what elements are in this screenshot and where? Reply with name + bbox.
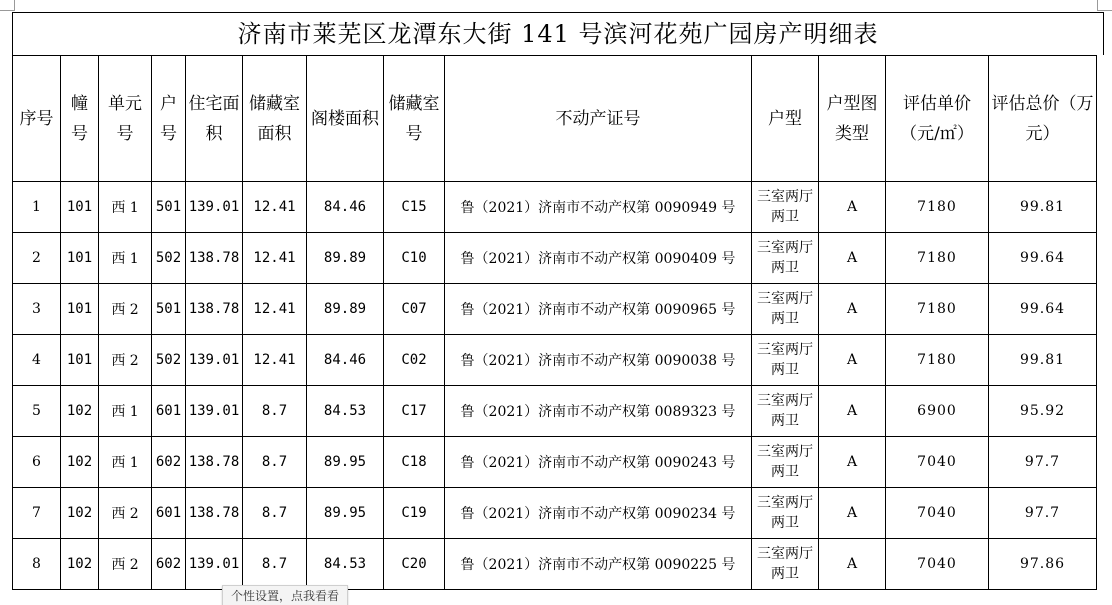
cell-unit-price: 7040 — [886, 488, 989, 539]
cell-layout: 三室两厅两卫 — [752, 284, 819, 335]
cell-total-price: 97.86 — [989, 539, 1097, 590]
personalize-tooltip[interactable]: 个性设置，点我看看 — [222, 585, 348, 605]
cell-total-price: 99.64 — [989, 233, 1097, 284]
cell-layout: 三室两厅两卫 — [752, 233, 819, 284]
cell-storage-no: C02 — [384, 335, 445, 386]
cell-layout: 三室两厅两卫 — [752, 182, 819, 233]
page-corner-mark — [0, 0, 15, 11]
cell-unit-price: 7180 — [886, 233, 989, 284]
cell-attic-area: 89.89 — [307, 233, 384, 284]
cell-layout: 三室两厅两卫 — [752, 539, 819, 590]
table-row — [13, 386, 1097, 437]
cell-storage-no: C17 — [384, 386, 445, 437]
cell-room: 601 — [152, 386, 186, 437]
cell-area: 139.01 — [186, 182, 243, 233]
cell-area: 139.01 — [186, 539, 243, 590]
cell-storage-no: C19 — [384, 488, 445, 539]
cell-unit-price: 7180 — [886, 182, 989, 233]
cell-plan-type: A — [819, 335, 886, 386]
table-title: 济南市莱芜区龙潭东大街 141 号滨河花苑广园房产明细表 — [12, 12, 1104, 55]
cell-total-price: 99.81 — [989, 335, 1097, 386]
cell-unit: 西 1 — [99, 233, 152, 284]
cell-building: 102 — [61, 488, 99, 539]
page-corner-mark — [1097, 0, 1112, 11]
cell-unit: 西 2 — [99, 488, 152, 539]
cell-seq: 3 — [13, 284, 61, 335]
cell-layout: 三室两厅两卫 — [752, 335, 819, 386]
cell-attic-area: 84.46 — [307, 335, 384, 386]
cell-attic-area: 84.53 — [307, 539, 384, 590]
table-row — [13, 284, 1097, 335]
header-storage-area: 储藏室面积 — [243, 56, 307, 182]
cell-area: 139.01 — [186, 386, 243, 437]
cell-seq: 2 — [13, 233, 61, 284]
cell-room: 602 — [152, 437, 186, 488]
cell-cert: 鲁（2021）济南市不动产权第 0090243 号 — [445, 437, 752, 488]
table-row — [13, 539, 1097, 590]
cell-unit: 西 2 — [99, 539, 152, 590]
cell-area: 138.78 — [186, 233, 243, 284]
cell-total-price: 97.7 — [989, 488, 1097, 539]
cell-total-price: 95.92 — [989, 386, 1097, 437]
cell-plan-type: A — [819, 182, 886, 233]
cell-cert: 鲁（2021）济南市不动产权第 0090038 号 — [445, 335, 752, 386]
cell-cert: 鲁（2021）济南市不动产权第 0089323 号 — [445, 386, 752, 437]
cell-area: 139.01 — [186, 335, 243, 386]
cell-building: 101 — [61, 233, 99, 284]
cell-storage-area: 8.7 — [243, 488, 307, 539]
cell-attic-area: 89.95 — [307, 437, 384, 488]
cell-building: 101 — [61, 182, 99, 233]
table-row — [13, 233, 1097, 284]
cell-total-price: 97.7 — [989, 437, 1097, 488]
cell-storage-area: 12.41 — [243, 284, 307, 335]
cell-building: 101 — [61, 335, 99, 386]
cell-total-price: 99.64 — [989, 284, 1097, 335]
table-header-row — [13, 56, 1097, 182]
cell-cert: 鲁（2021）济南市不动产权第 0090965 号 — [445, 284, 752, 335]
cell-storage-no: C20 — [384, 539, 445, 590]
cell-plan-type: A — [819, 233, 886, 284]
cell-room: 502 — [152, 233, 186, 284]
cell-storage-area: 12.41 — [243, 233, 307, 284]
cell-room: 502 — [152, 335, 186, 386]
cell-plan-type: A — [819, 437, 886, 488]
cell-seq: 8 — [13, 539, 61, 590]
cell-cert: 鲁（2021）济南市不动产权第 0090234 号 — [445, 488, 752, 539]
cell-storage-no: C18 — [384, 437, 445, 488]
cell-unit: 西 2 — [99, 284, 152, 335]
cell-building: 102 — [61, 386, 99, 437]
cell-unit: 西 2 — [99, 335, 152, 386]
cell-unit-price: 7180 — [886, 335, 989, 386]
cell-building: 101 — [61, 284, 99, 335]
cell-room: 501 — [152, 284, 186, 335]
header-layout: 户型 — [752, 56, 819, 182]
cell-storage-no: C07 — [384, 284, 445, 335]
cell-area: 138.78 — [186, 437, 243, 488]
header-total-price: 评估总价（万元） — [989, 56, 1097, 182]
cell-building: 102 — [61, 539, 99, 590]
cell-unit: 西 1 — [99, 386, 152, 437]
header-plan-type: 户型图类型 — [819, 56, 886, 182]
header-unit-price: 评估单价（元/㎡） — [886, 56, 989, 182]
cell-storage-no: C10 — [384, 233, 445, 284]
cell-seq: 7 — [13, 488, 61, 539]
cell-plan-type: A — [819, 488, 886, 539]
header-building: 幢号 — [61, 56, 99, 182]
header-room: 户号 — [152, 56, 186, 182]
cell-seq: 4 — [13, 335, 61, 386]
table-row — [13, 488, 1097, 539]
header-cert: 不动产证号 — [445, 56, 752, 182]
cell-plan-type: A — [819, 284, 886, 335]
cell-total-price: 99.81 — [989, 182, 1097, 233]
cell-attic-area: 84.46 — [307, 182, 384, 233]
cell-cert: 鲁（2021）济南市不动产权第 0090225 号 — [445, 539, 752, 590]
cell-attic-area: 89.89 — [307, 284, 384, 335]
header-seq: 序号 — [13, 56, 61, 182]
property-detail-table — [12, 55, 1097, 590]
cell-area: 138.78 — [186, 284, 243, 335]
cell-area: 138.78 — [186, 488, 243, 539]
cell-cert: 鲁（2021）济南市不动产权第 0090409 号 — [445, 233, 752, 284]
cell-storage-area: 8.7 — [243, 386, 307, 437]
cell-unit-price: 7040 — [886, 437, 989, 488]
header-attic-area: 阁楼面积 — [307, 56, 384, 182]
cell-building: 102 — [61, 437, 99, 488]
cell-plan-type: A — [819, 386, 886, 437]
cell-storage-area: 12.41 — [243, 182, 307, 233]
cell-unit: 西 1 — [99, 182, 152, 233]
cell-room: 602 — [152, 539, 186, 590]
cell-storage-area: 8.7 — [243, 437, 307, 488]
cell-layout: 三室两厅两卫 — [752, 437, 819, 488]
cell-attic-area: 84.53 — [307, 386, 384, 437]
header-storage-no: 储藏室号 — [384, 56, 445, 182]
cell-seq: 6 — [13, 437, 61, 488]
cell-attic-area: 89.95 — [307, 488, 384, 539]
cell-unit-price: 7180 — [886, 284, 989, 335]
cell-layout: 三室两厅两卫 — [752, 488, 819, 539]
cell-room: 601 — [152, 488, 186, 539]
cell-storage-no: C15 — [384, 182, 445, 233]
header-area: 住宅面积 — [186, 56, 243, 182]
cell-seq: 1 — [13, 182, 61, 233]
cell-plan-type: A — [819, 539, 886, 590]
cell-unit: 西 1 — [99, 437, 152, 488]
cell-cert: 鲁（2021）济南市不动产权第 0090949 号 — [445, 182, 752, 233]
cell-seq: 5 — [13, 386, 61, 437]
cell-storage-area: 12.41 — [243, 335, 307, 386]
cell-unit-price: 7040 — [886, 539, 989, 590]
cell-layout: 三室两厅两卫 — [752, 386, 819, 437]
table-row — [13, 182, 1097, 233]
table-row — [13, 335, 1097, 386]
cell-storage-area: 8.7 — [243, 539, 307, 590]
cell-room: 501 — [152, 182, 186, 233]
cell-unit-price: 6900 — [886, 386, 989, 437]
table-row — [13, 437, 1097, 488]
header-unit: 单元号 — [99, 56, 152, 182]
